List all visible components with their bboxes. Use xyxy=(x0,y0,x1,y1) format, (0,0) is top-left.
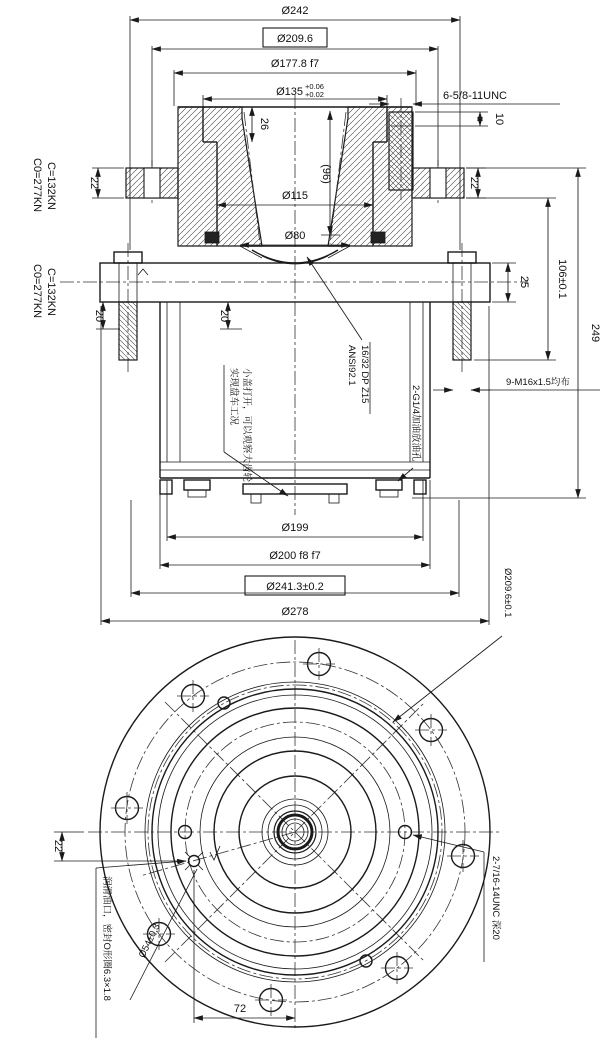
dim-26: 26 xyxy=(258,117,270,131)
dim-106: 106±0.1 xyxy=(556,259,568,299)
dim-135-upper-tol: +0.06 xyxy=(305,82,324,91)
port-note: 润滑油口，密封O形圈6.3×1.8 xyxy=(101,876,112,1001)
dim-22-left: 22 xyxy=(88,176,100,190)
rating-c-2: C=132KN xyxy=(45,268,57,317)
dim-249: 249 xyxy=(589,323,601,343)
dim-209-plan: Ø209.6±0.1 xyxy=(502,568,513,618)
dim-242: Ø242 xyxy=(281,5,309,17)
flange-bolt-hole xyxy=(144,168,160,198)
dim-278: Ø278 xyxy=(281,606,309,618)
dim-25: 25 xyxy=(518,275,530,289)
rating-c-1: C=132KN xyxy=(45,162,57,211)
section-callouts xyxy=(224,257,600,496)
dim-10: 10 xyxy=(493,112,505,126)
plan-dimensions xyxy=(52,568,513,1038)
flange-bolt-hole xyxy=(430,168,446,198)
dim-200: Ø200 f8 f7 xyxy=(269,550,321,562)
dim-22-right: 22 xyxy=(468,176,480,190)
plan-centerlines xyxy=(88,640,502,1028)
label-6-unc: 6-5/8-11UNC xyxy=(443,90,507,102)
bottom-fasteners xyxy=(160,480,426,503)
rating-c0-2: C0=277KN xyxy=(31,264,43,319)
dim-177: Ø177.8 f7 xyxy=(270,58,320,70)
dim-20-mid: 20 xyxy=(218,309,230,323)
m16-pattern-label: 9-M16x1.5均布 xyxy=(506,377,570,388)
rating-c0-1: C0=277KN xyxy=(31,158,43,213)
seal-right xyxy=(371,232,385,243)
cover-note-line1: 小盖打开，可以观察大齿轮 xyxy=(241,368,252,483)
dim-20-left: 20 xyxy=(93,309,105,323)
section-view xyxy=(31,5,601,625)
dim-209-box: Ø209.6 xyxy=(276,33,314,45)
seal-left xyxy=(205,232,219,243)
dim-80: Ø80 xyxy=(284,230,306,242)
dim-96: (96) xyxy=(320,164,332,184)
plan-view xyxy=(52,568,513,1038)
cover-note-line2: 实现盘车工况 xyxy=(228,368,239,426)
dim-241: Ø241.3±0.2 xyxy=(266,581,324,593)
dim-135-lower-tol: +0.02 xyxy=(305,90,324,99)
dim-22-plan: 22 xyxy=(52,839,64,853)
unc2-label: 2-7/16-14UNC 深20 xyxy=(490,856,501,940)
unc-stud xyxy=(389,112,413,190)
gear-spec-line2: ANSI92.1 xyxy=(346,345,357,386)
gear-spec-line1: 16/32 DP Z15 xyxy=(359,345,370,404)
dim-199: Ø199 xyxy=(281,522,309,534)
dim-115: Ø115 xyxy=(281,190,309,202)
dim-135: Ø135 xyxy=(276,86,303,98)
dim-54: Ø54±0.3 xyxy=(136,922,163,960)
oil-ports-label: 2-G1/4加油放油孔 xyxy=(410,385,421,462)
dim-72: 72 xyxy=(233,1003,247,1015)
